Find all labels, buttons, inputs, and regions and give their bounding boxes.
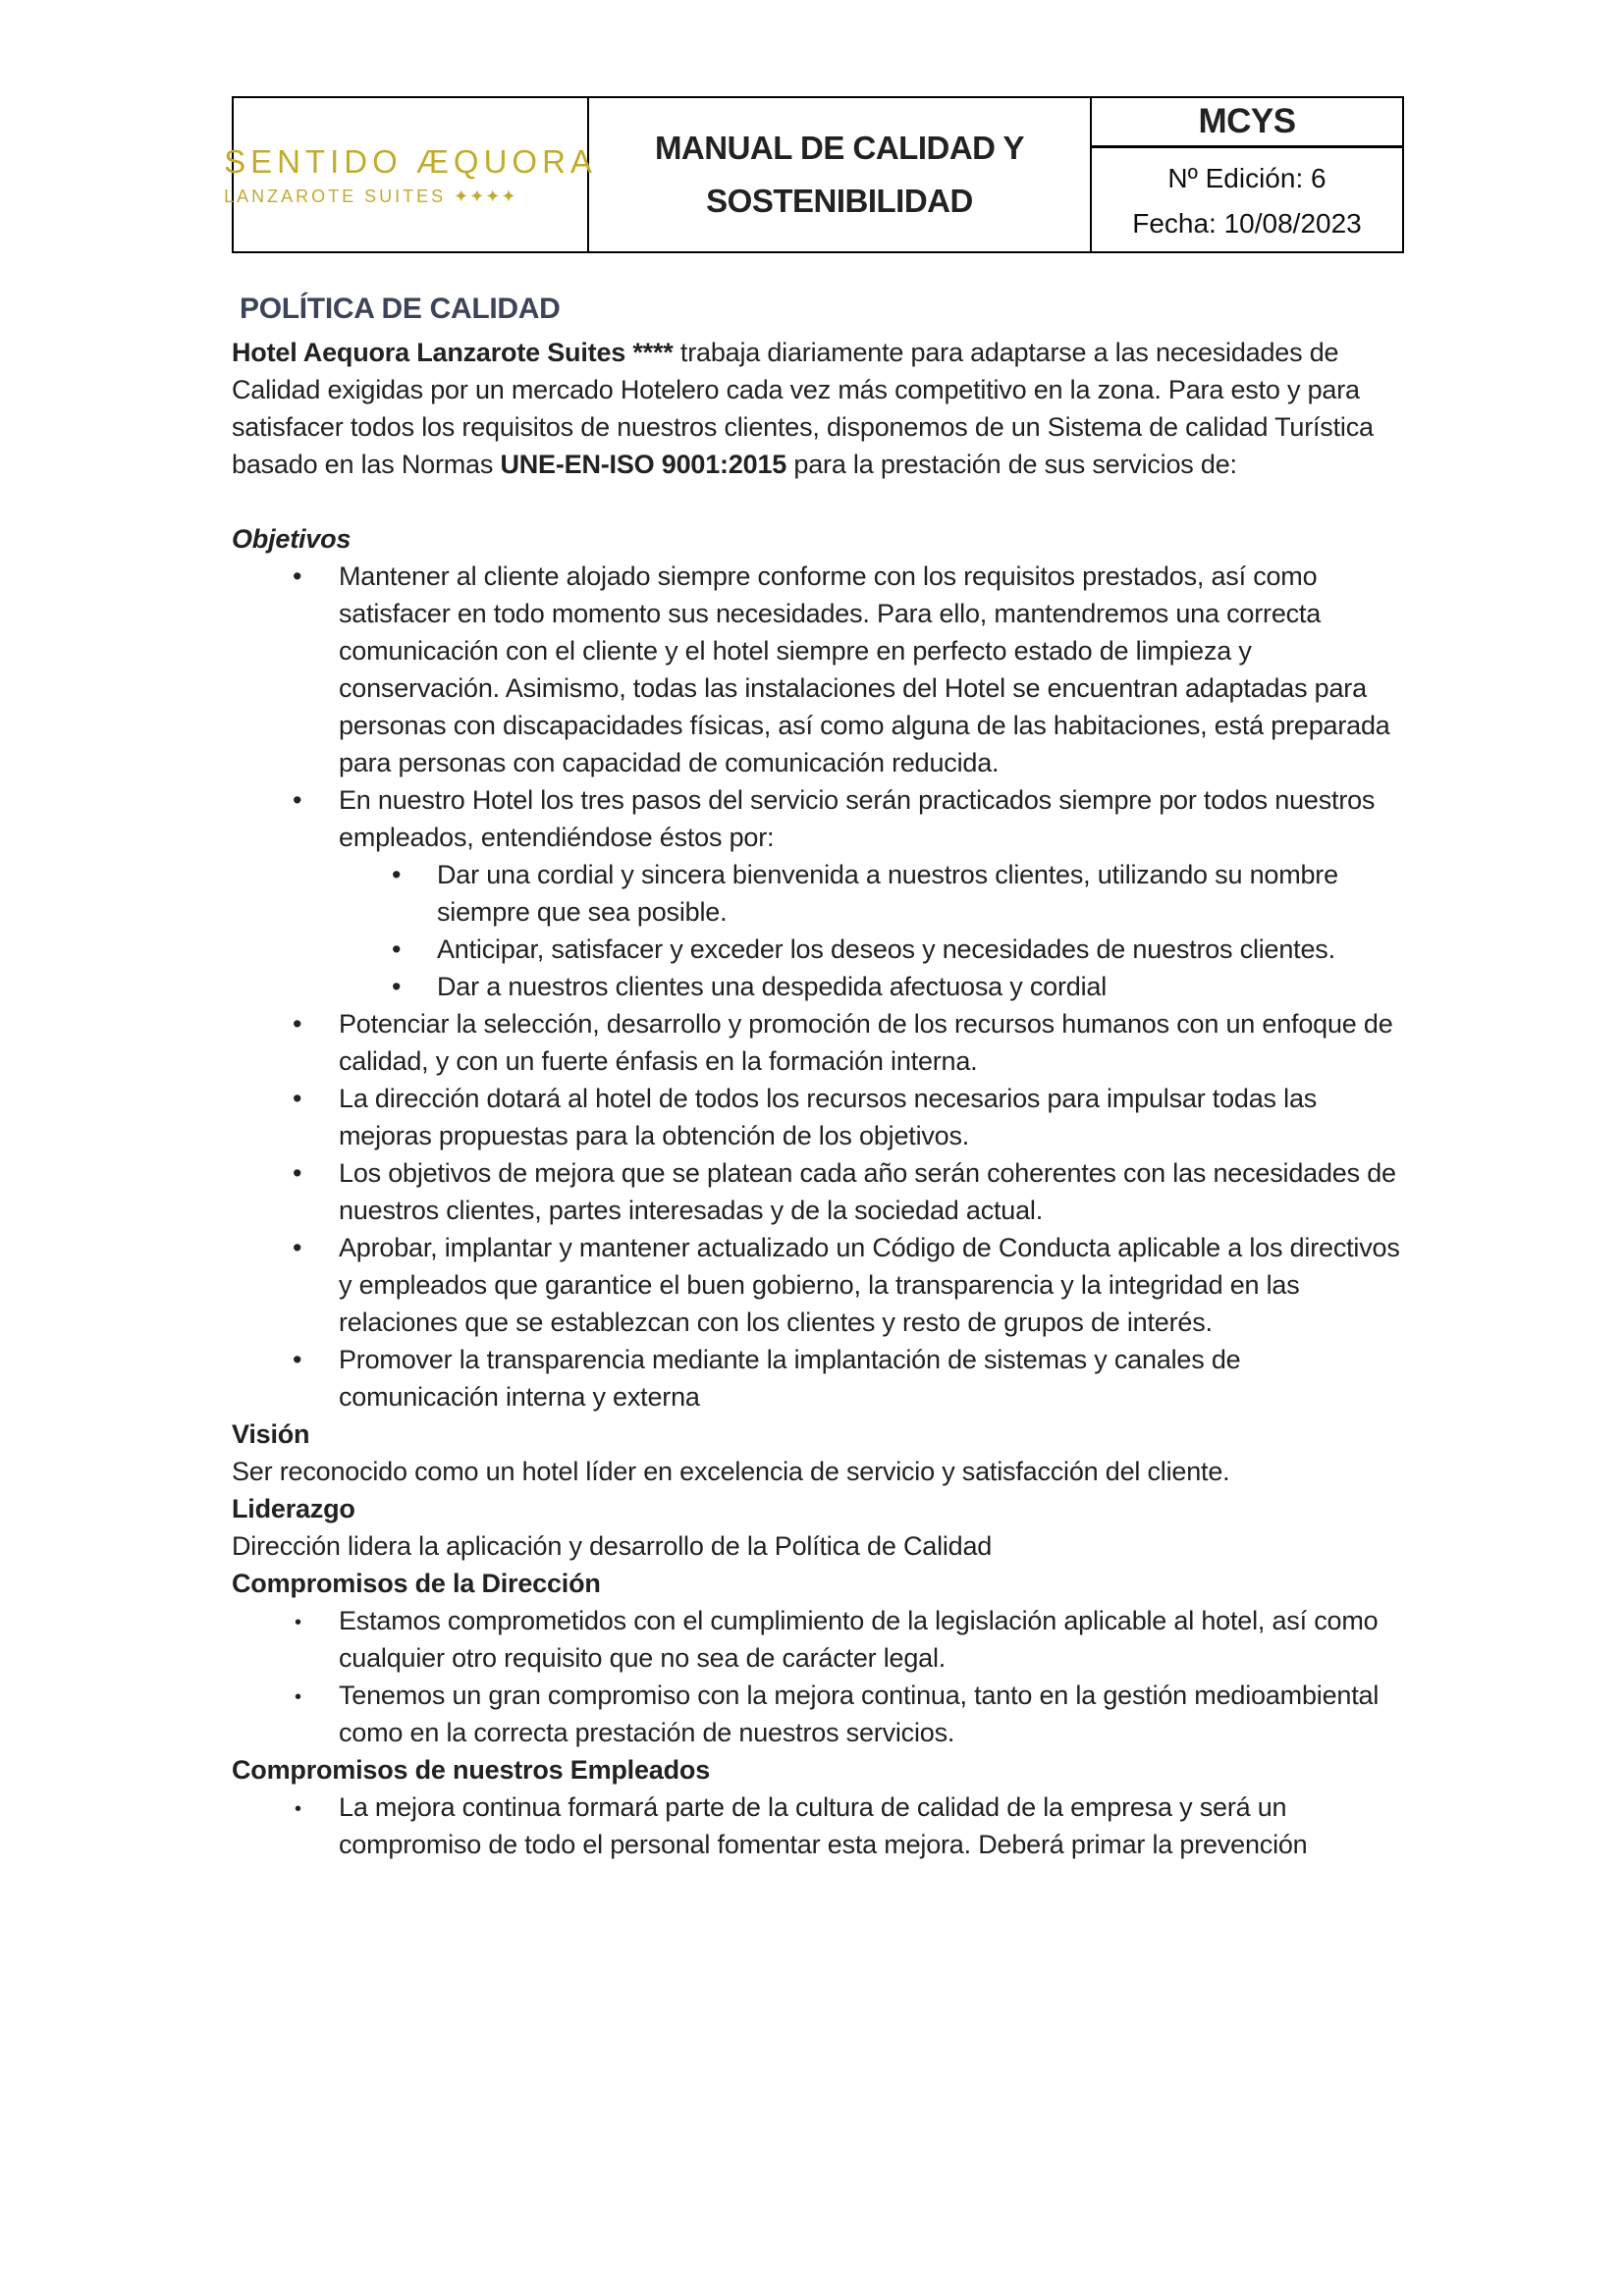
objective-item: • Los objetivos de mejora que se platean cada año serán coherentes con las necesidades de nuestros clientes, partes interesadas y de la sociedad actual. bbox=[232, 1154, 1404, 1229]
objective-subitem: • Anticipar, satisfacer y exceder los deseos y necesidades de nuestros clientes. bbox=[232, 931, 1404, 968]
compromisos-empleados-heading: Compromisos de nuestros Empleados bbox=[232, 1755, 711, 1785]
logo-brand-text: SENTIDO ÆQUORA bbox=[224, 142, 597, 180]
objetivos-sublist bbox=[232, 856, 1404, 1005]
intro-bold-iso-norm: UNE-EN-ISO 9001:2015 bbox=[500, 450, 787, 479]
intro-bold-hotel-name: Hotel Aequora Lanzarote Suites **** bbox=[232, 338, 674, 367]
compromiso-direccion-item: • Estamos comprometidos con el cumplimiento de la legislación aplicable al hotel, así como cualquier otro requisito que no sea de carácter legal. bbox=[232, 1602, 1404, 1677]
doc-code-cell bbox=[1092, 98, 1402, 251]
liderazgo-heading: Liderazgo bbox=[232, 1494, 355, 1523]
objetivos-heading: Objetivos bbox=[232, 524, 352, 554]
logo-cell bbox=[224, 98, 597, 251]
manual-title-cell bbox=[589, 98, 1092, 251]
liderazgo-text: Dirección lidera la aplicación y desarrollo de la Política de Calidad bbox=[232, 1531, 993, 1561]
compromisos-empleados-list bbox=[232, 1789, 1404, 1863]
document-body bbox=[232, 334, 1404, 1863]
vision-text: Ser reconocido como un hotel líder en excelencia de servicio y satisfacción del cliente. bbox=[232, 1457, 1230, 1486]
compromiso-empleado-item: • La mejora continua formará parte de la cultura de calidad de la empresa y será un compromiso de todo el personal fomentar esta mejora. Deberá primar la prevención bbox=[232, 1789, 1404, 1863]
objective-item: • Potenciar la selección, desarrollo y promoción de los recursos humanos con un enfoque de calidad, y con un fuerte énfasis en la formación interna. bbox=[232, 1005, 1404, 1080]
objective-item: • Mantener al cliente alojado siempre conforme con los requisitos prestados, así como satisfacer en todo momento sus necesidades. Para ello, mantendremos una correcta comunicación con el cliente y el hotel siempre en perfecto estado de limpieza y conservación. Asimismo, todas las instalaciones del Hotel se encuentran adaptadas para personas con discapacidades físicas, así como alguna de las habitaciones, está preparada para personas con capacidad de comunicación reducida. bbox=[232, 558, 1404, 781]
objective-item: • En nuestro Hotel los tres pasos del servicio serán practicados siempre por todos nuestros empleados, entendiéndose éstos por: bbox=[232, 781, 1404, 856]
date-label: Fecha: 10/08/2023 bbox=[1132, 208, 1362, 239]
edition-label: Nº Edición: 6 bbox=[1167, 163, 1326, 193]
objective-subitem: • Dar a nuestros clientes una despedida afectuosa y cordial bbox=[232, 968, 1404, 1005]
intro-text-2: para la prestación de sus servicios de: bbox=[786, 450, 1237, 479]
vision-heading: Visión bbox=[232, 1419, 310, 1449]
objetivos-list bbox=[232, 558, 1404, 856]
page-content bbox=[224, 96, 1404, 1863]
intro-text-1: trabaja diariamente para adaptarse a las necesidades de Calidad exigidas por un mercado Hotelero cada vez más competitivo en la zona. Para esto y para satisfacer todos los requisitos de nuestros clientes, disponemos de un Sistema de calidad Turística basado en las Normas bbox=[232, 338, 1374, 479]
objective-item: • Aprobar, implantar y mantener actualizado un Código de Conducta aplicable a los directivos y empleados que garantice el buen gobierno, la transparencia y la integridad en las relaciones que se establezcan con los clientes y resto de grupos de interés. bbox=[232, 1229, 1404, 1341]
hotel-logo bbox=[224, 143, 597, 207]
manual-title: MANUAL DE CALIDAD Y SOSTENIBILIDAD bbox=[654, 130, 1025, 219]
doc-code: MCYS bbox=[1092, 98, 1402, 148]
objetivos-list-continued bbox=[232, 1005, 1404, 1415]
doc-meta bbox=[1092, 148, 1402, 246]
objective-subitem: • Dar una cordial y sincera bienvenida a nuestros clientes, utilizando su nombre siempre que sea posible. bbox=[232, 856, 1404, 931]
compromisos-direccion-heading: Compromisos de la Dirección bbox=[232, 1569, 601, 1598]
objective-item: • Promover la transparencia mediante la implantación de sistemas y canales de comunicación interna y externa bbox=[232, 1341, 1404, 1415]
objective-item: • La dirección dotará al hotel de todos los recursos necesarios para impulsar todas las mejoras propuestas para la obtención de los objetivos. bbox=[232, 1080, 1404, 1154]
intro-paragraph bbox=[232, 334, 1404, 483]
logo-subtitle bbox=[224, 187, 597, 207]
compromisos-direccion-list bbox=[232, 1602, 1404, 1751]
section-title: POLÍTICA DE CALIDAD bbox=[240, 293, 561, 325]
compromiso-direccion-item: • Tenemos un gran compromiso con la mejora continua, tanto en la gestión medioambiental como en la correcta prestación de nuestros servicios. bbox=[232, 1677, 1404, 1751]
four-stars-icon: ✦✦✦✦ bbox=[454, 186, 517, 207]
header-table bbox=[224, 96, 1404, 253]
logo-subtitle-text: LANZAROTE SUITES bbox=[224, 186, 447, 206]
